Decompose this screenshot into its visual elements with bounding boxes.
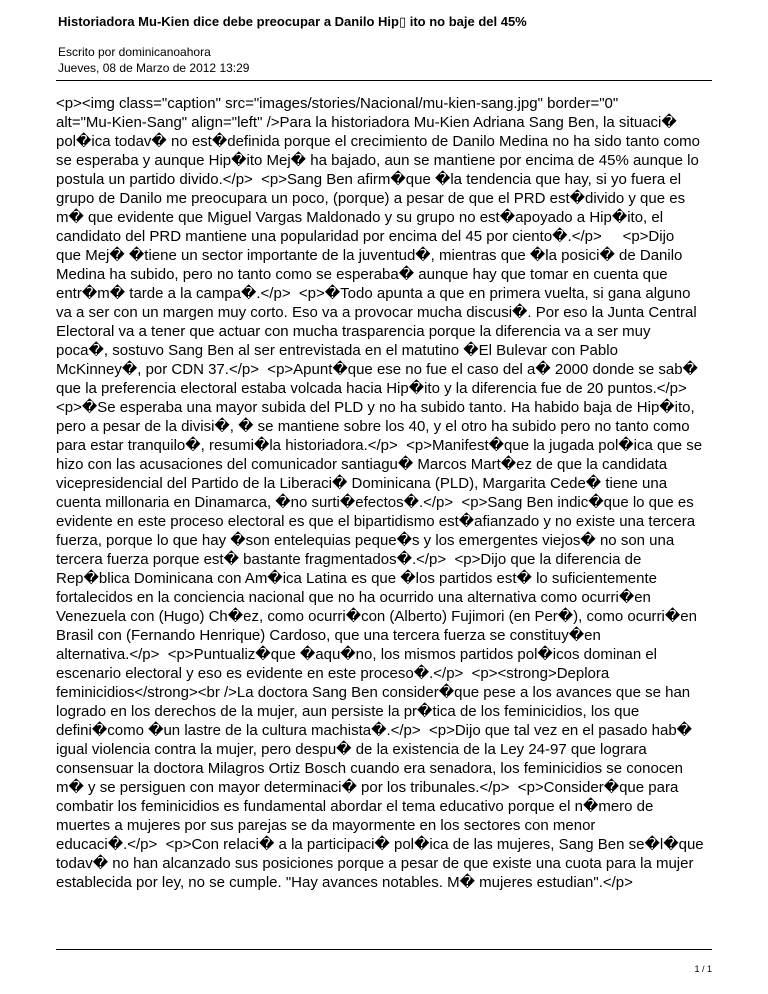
article-title: Historiadora Mu-Kien dice debe preocupar a Danilo Hip▯ ito no baje del 45% [58,14,527,29]
article-body: <p><img class="caption" src="images/stories/Nacional/mu-kien-sang.jpg" border="0" alt="Mu-Kien-Sang" align="left" />Para la historiadora Mu-Kien Adriana Sang Ben, la situaci� pol�ica todav� no est�definida porque el crecimiento de Danilo Medina no ha sido tanto como se esperaba y aunque Hip�ito Mej� ha bajado, aun se mantiene por encima de 45% aunque lo postula un partido divido.</p> <p>Sang Ben afirm�que �la tendencia que hay, si yo fuera el grupo de Danilo me preocupara un poco, (porque) a pesar de que el PRD est�divido y que es m� que evidente que Miguel Vargas Maldonado y su grupo no est�apoyado a Hip�ito, el candidato del PRD mantiene una popularidad por encima del 45 por ciento�.</p> <p>Dijo que Mej� �tiene un sector importante de la juventud�, mientras que �la posici� de Danilo Medina ha subido, pero no tanto como se esperaba� aunque hay que tomar en cuenta que entr�m� tarde a la campa�.</p> <p>�Todo apunta a que en primera vuelta, si gana alguno va a ser con un margen muy corto. Eso va a provocar mucha discusi�. Por eso la Junta Central Electoral va a tener que actuar con mucha trasparencia porque la diferencia va a ser muy poca�, sostuvo Sang Ben al ser entrevistada en el matutino �El Bulevar con Pablo McKinney�, por CDN 37.</p> <p>Apunt�que ese no fue el caso del a� 2000 donde se sab� que la preferencia electoral estaba volcada hacia Hip�ito y la diferencia fue de 20 puntos.</p> <p>�Se esperaba una mayor subida del PLD y no ha subido tanto. Ha habido baja de Hip�ito, pero a pesar de la divisi�, � se mantiene sobre los 40, y el otro ha subido pero no tanto como para estar tranquilo�, resumi�la historiadora.</p> <p>Manifest�que la jugada pol�ica que se hizo con las acusaciones del comunicador santiagu� Marcos Mart�ez de que la candidata vicepresidencial del Partido de la Liberaci� Dominicana (PLD), Margarita Cede� tiene una cuenta millonaria en Dinamarca, �no surti�efectos�.</p> <p>Sang Ben indic�que lo que es evidente en este proceso electoral es que el bipartidismo est�afianzado y no existe una tercera fuerza, porque lo que hay �son entelequias peque�s y los emergentes viejos� no son una tercera fuerza porque est� bastante fragmentados�.</p> <p>Dijo que la diferencia de Rep�blica Dominicana con Am�ica Latina es que �los partidos est� lo suficientemente fortalecidos en la conciencia nacional que no ha ocurrido una alternativa como ocurri�en Venezuela con (Hugo) Ch�ez, como ocurri�con (Alberto) Fujimori (en Per�), como ocurri�en Brasil con (Fernando Henrique) Cardoso, que una tercera fuerza se constituy�en alternativa.</p> <p>Puntualiz�que �aqu�no, los mismos partidos pol�icos dominan el escenario electoral y eso es evidente en este proceso�.</p> <p><strong>Deplora feminicidios</strong><br />La doctora Sang Ben consider�que pese a los avances que se han logrado en los derechos de la mujer, aun persiste la pr�tica de los feminicidios, los que defini�como �un lastre de la cultura machista�.</p> <p>Dijo que tal vez en el pasado hab� igual violencia contra la mujer, pero despu� de la existencia de la Ley 24-97 que lograra consensuar la doctora Milagros Ortiz Bosch cuando era senadora, los feminicidios se conocen m� y se persiguen con mayor determinaci� por los tribunales.</p> <p>Consider�que para combatir los feminicidios es fundamental abordar el tema educativo porque el n�mero de muertes a mujeres por sus parejas se da mayormente en los sectores con menor educaci�.</p> <p>Con relaci� a la participaci� pol�ica de las mujeres, Sang Ben se�l�que todav� no han alcanzado sus posiciones porque a pesar de que existe una cuota para la mujer establecida por ley, no se cumple. "Hay avances notables. M� mujeres estudian".</p> [56,95,704,891]
footer-divider [56,949,712,950]
header-divider [56,80,712,81]
article-meta [58,44,249,76]
author-line: Escrito por dominicanoahora [58,45,211,59]
page-indicator: 1 / 1 [694,964,712,974]
date-line: Jueves, 08 de Marzo de 2012 13:29 [58,61,250,75]
